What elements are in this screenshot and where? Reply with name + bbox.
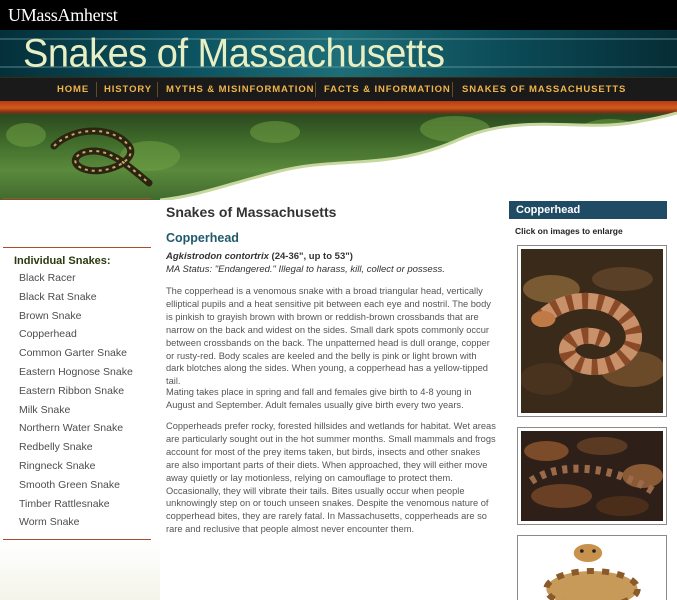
copperhead-on-leaves-image — [521, 249, 663, 413]
copperhead-photo-2[interactable] — [517, 427, 667, 525]
sidebar-item-worm-snake[interactable]: Worm Snake — [19, 516, 80, 529]
description-paragraph: The copperhead is a venomous snake with a broad triangular head, vertically elliptical pupils and a heat sensitive pit between each eye and nostril. The body is pinkish to grayish brown with brown or reddish-brown crossbands that are narrow on the back and widest on the sides. Small dark spots commonly occur between crossbands on the back. The unpatterned head is dull orange, copper or rusty-red. Body scales are keeled and the belly is pink or light brown with dark blotches along the sides. When young, a copperhead has a yellow-tipped tail. — [166, 286, 491, 387]
sidebar-item-black-rat-snake[interactable]: Black Rat Snake — [19, 290, 97, 303]
sidebar-item-eastern-hognose-snake[interactable]: Eastern Hognose Snake — [19, 365, 133, 378]
sidebar-item-timber-rattlesnake[interactable]: Timber Rattlesnake — [19, 497, 110, 510]
hero-wave — [160, 101, 677, 200]
main-nav — [0, 77, 677, 101]
grass-shape — [6, 123, 46, 147]
scientific-name: Agkistrodon contortrix — [166, 251, 269, 262]
sidebar-divider — [3, 247, 151, 248]
site-banner — [0, 30, 677, 77]
copperhead-photo-3[interactable] — [517, 535, 667, 600]
sidebar-item-copperhead[interactable]: Copperhead — [19, 328, 77, 341]
page-title: Snakes of Massachusetts — [166, 204, 337, 220]
copperhead-in-leaf-litter-image — [521, 431, 663, 521]
nav-home[interactable]: HOME — [57, 84, 90, 95]
umass-logo[interactable]: UMassAmherst — [8, 5, 118, 25]
copperhead-photo-1[interactable] — [517, 245, 667, 417]
nav-separator — [96, 82, 97, 97]
sidebar-item-redbelly-snake[interactable]: Redbelly Snake — [19, 441, 93, 454]
sidebar-footer-fade — [0, 540, 160, 600]
sidebar-heading: Individual Snakes: — [14, 255, 111, 267]
sidebar-item-common-garter-snake[interactable]: Common Garter Snake — [19, 347, 127, 360]
nav-history[interactable]: HISTORY — [104, 84, 153, 95]
sidebar-item-northern-water-snake[interactable]: Northern Water Snake — [19, 422, 124, 435]
hero-image — [0, 101, 677, 200]
nav-separator — [452, 82, 453, 97]
ma-status: MA Status: "Endangered." Illegal to harass, kill, collect or possess. — [166, 264, 445, 275]
nav-myths[interactable]: MYTHS & MISINFORMATION — [166, 84, 315, 95]
top-bar — [0, 0, 677, 30]
image-panel-note: Click on images to enlarge — [515, 226, 623, 236]
species-title: Copperhead — [166, 231, 239, 245]
sidebar-item-brown-snake[interactable]: Brown Snake — [19, 309, 82, 322]
snake-list — [19, 272, 133, 535]
sidebar-item-eastern-ribbon-snake[interactable]: Eastern Ribbon Snake — [19, 384, 125, 397]
main-content — [166, 204, 496, 535]
nav-separator — [315, 82, 316, 97]
sidebar-item-smooth-green-snake[interactable]: Smooth Green Snake — [19, 478, 120, 491]
sidebar-item-black-racer[interactable]: Black Racer — [19, 272, 76, 284]
sidebar-item-milk-snake[interactable]: Milk Snake — [19, 403, 71, 416]
habitat-paragraph: Copperheads prefer rocky, forested hillsides and wetlands for habitat. Wet areas are particularly sought out in the hot summer months. Small mammals and frogs account for most of the prey items taken, but birds, insects and other snakes are also important parts of their diets. When approached, they will either move away quietly or lay motionless, relying on camouflage to protect them. Occasionally, they will vibrate their tails. Bites usually occur when people unknowingly step on or touch unseen snakes. Despite the venomous nature of copperhead bites, they are rarely fatal. In Massachusetts, copperheads are so rare and reclusive that people almost never encounter them. — [166, 421, 496, 535]
garter-snake-image — [44, 121, 154, 191]
mating-paragraph: Mating takes place in spring and fall and females give birth to 4-8 young in August and September. Adult females usually give birth every two years. — [166, 387, 472, 410]
nav-separator — [157, 82, 158, 97]
image-panel — [509, 201, 667, 236]
sidebar-item-ringneck-snake[interactable]: Ringneck Snake — [19, 459, 96, 472]
nav-facts[interactable]: FACTS & INFORMATION — [324, 84, 451, 95]
species-size: (24-36", up to 53") — [268, 251, 353, 262]
sidebar-divider — [3, 198, 151, 199]
image-panel-heading: Copperhead — [509, 201, 667, 219]
species-scientific-line — [166, 251, 353, 262]
nav-snakes[interactable]: SNAKES OF MASSACHUSETTS — [462, 84, 627, 95]
copperhead-coiled-image — [521, 539, 663, 600]
site-title: Snakes of Massachusetts — [23, 32, 445, 77]
